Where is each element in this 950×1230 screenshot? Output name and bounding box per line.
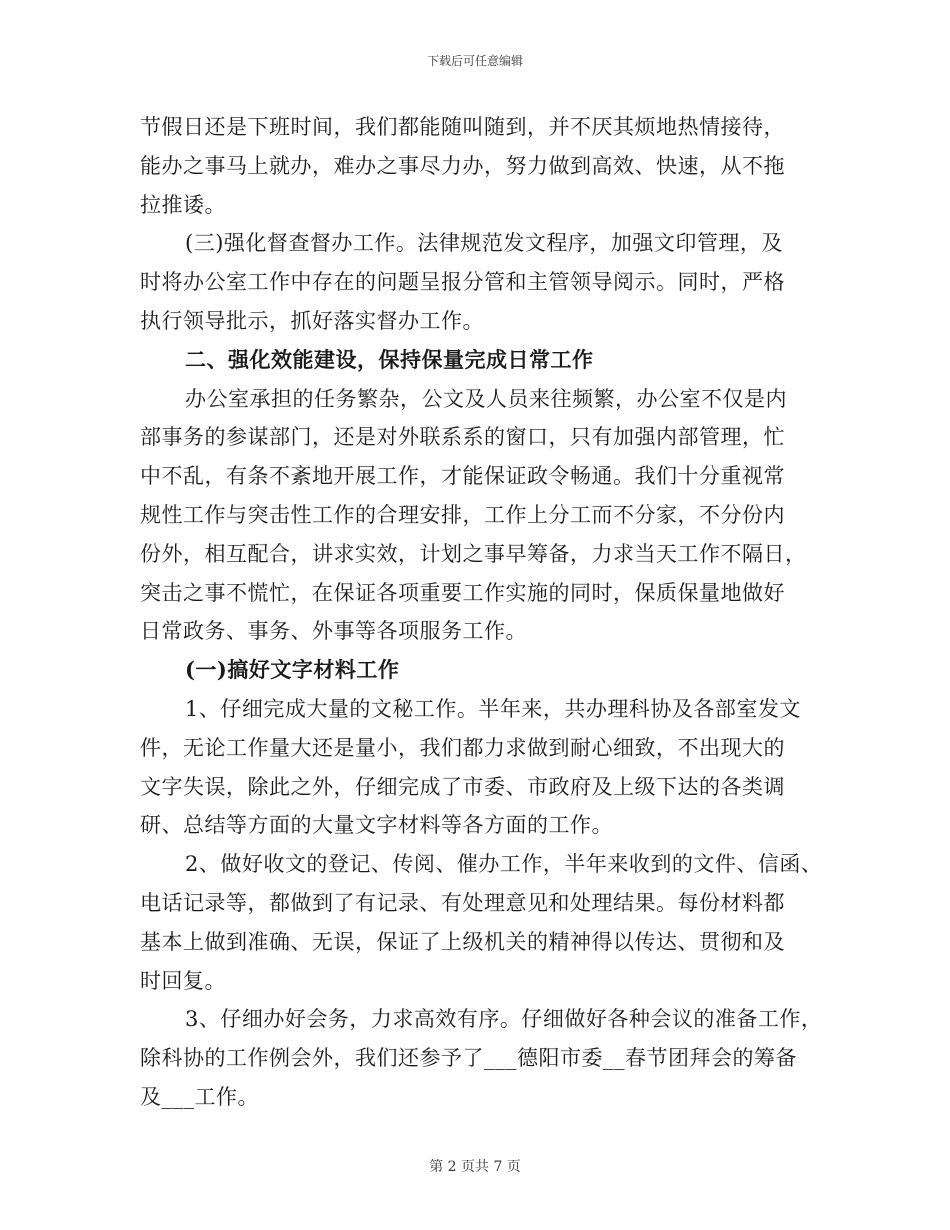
text-line: 日常政务、事务、外事等各项服务工作。: [140, 619, 527, 644]
text-line: 能办之事马上就办，难办之事尽力办，努力做到高效、快速，从不拖: [140, 153, 785, 178]
page-number: 第 2 页共 7 页: [429, 1159, 521, 1175]
text-line: 基本上做到准确、无误，保证了上级机关的精神得以传达、贯彻和及: [140, 929, 785, 954]
text-line: 办公室承担的任务繁杂，公文及人员来往频繁，办公室不仅是内: [185, 386, 787, 411]
text-line: 2、做好收文的登记、传阅、催办工作，半年来收到的文件、信函、: [185, 852, 823, 877]
text-line: 部事务的参谋部门，还是对外联系系的窗口，只有加强内部管理，忙: [140, 425, 785, 450]
text-line: 规性工作与突击性工作的合理安排，工作上分工而不分家，不分份内: [140, 502, 785, 527]
text-line: 中不乱，有条不紊地开展工作，才能保证政令畅通。我们十分重视常: [140, 464, 785, 489]
text-line: 突击之事不慌忙，在保证各项重要工作实施的同时，保质保量地做好: [140, 580, 785, 605]
text-line: 3、仔细办好会务，力求高效有序。仔细做好各种会议的准备工作，: [185, 1007, 823, 1032]
text-line: 时回复。: [140, 968, 226, 993]
text-line: 节假日还是下班时间，我们都能随叫随到，并不厌其烦地热情接待，: [140, 115, 785, 139]
subsection-heading: (一)搞好文字材料工作: [185, 657, 400, 683]
text-line: 件，无论工作量大还是量小，我们都力求做到耐心细致，不出现大的: [140, 735, 785, 760]
text-line: 除科协的工作例会外，我们还参予了___德阳市委__春节团拜会的筹备: [140, 1046, 797, 1071]
text-line: 1、仔细完成大量的文秘工作。半年来，共办理科协及各部室发文: [185, 696, 801, 721]
text-line: 研、总结等方面的大量文字材料等各方面的工作。: [140, 813, 613, 838]
text-line: (三)强化督查督办工作。法律规范发文程序，加强文印管理，及: [185, 231, 783, 256]
document-body: [140, 108, 823, 1117]
section-heading: 二、强化效能建设，保持保量完成日常工作: [185, 346, 594, 372]
text-line: 电话记录等，都做到了有记录、有处理意见和处理结果。每份材料都: [140, 890, 785, 915]
text-line: 时将办公室工作中存在的问题呈报分管和主管领导阅示。同时，严格: [140, 270, 785, 295]
text-line: 拉推诿。: [140, 192, 226, 217]
page-header: 下载后可任意编辑: [426, 54, 523, 68]
text-line: 文字失误，除此之外，仔细完成了市委、市政府及上级下达的各类调: [140, 774, 785, 799]
text-line: 执行领导批示，抓好落实督办工作。: [140, 308, 484, 333]
text-line: 及___工作。: [140, 1084, 259, 1109]
text-line: 份外，相互配合，讲求实效，计划之事早筹备，力求当天工作不隔日，: [140, 541, 807, 566]
